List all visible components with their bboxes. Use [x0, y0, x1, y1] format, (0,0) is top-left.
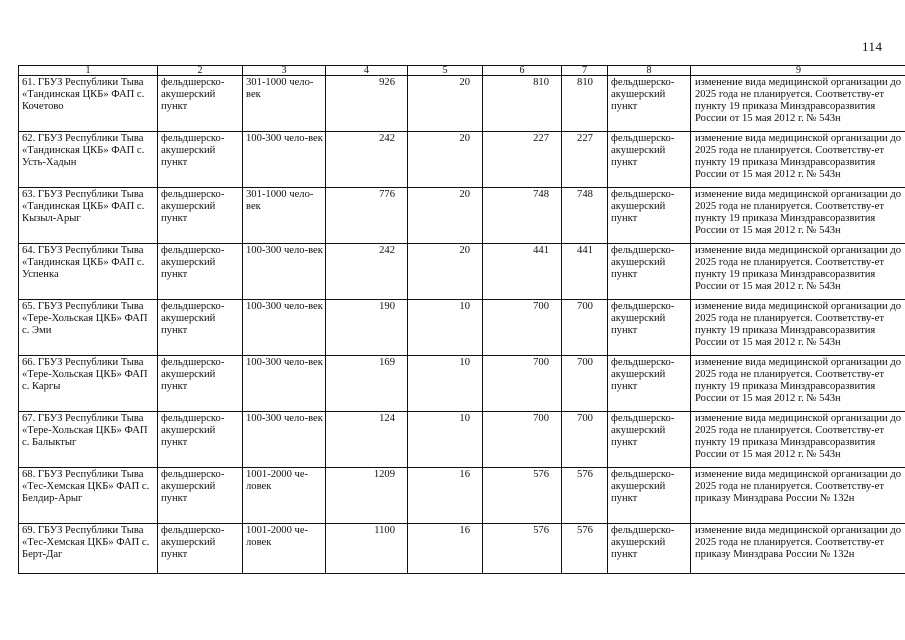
planned-type-cell: фельдшерско-акушерский пункт	[608, 412, 691, 468]
population-cell: 242	[326, 132, 408, 188]
col5-cell: 16	[408, 524, 483, 574]
facility-name-cell: 68. ГБУЗ Республики Тыва «Тес-Хемская ЦКБ» ФАП с. Белдир-Арыг	[19, 468, 158, 524]
column-number-row	[19, 66, 905, 76]
table-row	[19, 412, 905, 468]
col6-cell: 700	[483, 300, 562, 356]
col6-cell: 576	[483, 524, 562, 574]
population-range-cell: 100-300 чело-век	[243, 300, 326, 356]
column-header: 6	[483, 66, 562, 76]
comment-cell: изменение вида медицинской организации до 2025 года не планируется. Соответству-ет приказу Минздрава России № 132н	[691, 468, 905, 524]
col7-cell: 576	[562, 524, 608, 574]
facility-name-cell: 69. ГБУЗ Республики Тыва «Тес-Хемская ЦКБ» ФАП с. Берт-Даг	[19, 524, 158, 574]
facility-name-cell: 66. ГБУЗ Республики Тыва «Тере-Хольская ЦКБ» ФАП с. Каргы	[19, 356, 158, 412]
column-header: 3	[243, 66, 326, 76]
comment-cell: изменение вида медицинской организации до 2025 года не планируется. Соответству-ет пункту 19 приказа Минздравсоразвития России от 15 мая 2012 г. № 543н	[691, 244, 905, 300]
comment-cell: изменение вида медицинской организации до 2025 года не планируется. Соответству-ет приказу Минздрава России № 132н	[691, 524, 905, 574]
col6-cell: 441	[483, 244, 562, 300]
population-cell: 776	[326, 188, 408, 244]
column-header: 9	[691, 66, 905, 76]
col5-cell: 20	[408, 132, 483, 188]
facility-type-cell: фельдшерско-акушерский пункт	[158, 412, 243, 468]
col5-cell: 20	[408, 76, 483, 132]
col5-cell: 16	[408, 468, 483, 524]
population-cell: 1209	[326, 468, 408, 524]
facility-name-cell: 63. ГБУЗ Республики Тыва «Тандинская ЦКБ» ФАП с. Кызыл-Арыг	[19, 188, 158, 244]
population-cell: 169	[326, 356, 408, 412]
col7-cell: 227	[562, 132, 608, 188]
planned-type-cell: фельдшерско-акушерский пункт	[608, 300, 691, 356]
planned-type-cell: фельдшерско-акушерский пункт	[608, 356, 691, 412]
comment-cell: изменение вида медицинской организации до 2025 года не планируется. Соответству-ет пункту 19 приказа Минздравсоразвития России от 15 мая 2012 г. № 543н	[691, 132, 905, 188]
comment-cell: изменение вида медицинской организации до 2025 года не планируется. Соответству-ет пункту 19 приказа Минздравсоразвития России от 15 мая 2012 г. № 543н	[691, 356, 905, 412]
facility-name-cell: 64. ГБУЗ Республики Тыва «Тандинская ЦКБ» ФАП с. Успенка	[19, 244, 158, 300]
page-number: 114	[862, 39, 883, 54]
planned-type-cell: фельдшерско-акушерский пункт	[608, 468, 691, 524]
col5-cell: 20	[408, 244, 483, 300]
col5-cell: 10	[408, 300, 483, 356]
col7-cell: 700	[562, 412, 608, 468]
col5-cell: 20	[408, 188, 483, 244]
population-cell: 124	[326, 412, 408, 468]
col7-cell: 748	[562, 188, 608, 244]
facility-type-cell: фельдшерско-акушерский пункт	[158, 468, 243, 524]
col6-cell: 810	[483, 76, 562, 132]
facility-type-cell: фельдшерско-акушерский пункт	[158, 132, 243, 188]
col6-cell: 700	[483, 356, 562, 412]
col7-cell: 810	[562, 76, 608, 132]
col7-cell: 576	[562, 468, 608, 524]
facility-type-cell: фельдшерско-акушерский пункт	[158, 188, 243, 244]
col6-cell: 227	[483, 132, 562, 188]
population-range-cell: 100-300 чело-век	[243, 132, 326, 188]
comment-cell: изменение вида медицинской организации до 2025 года не планируется. Соответству-ет пункту 19 приказа Минздравсоразвития России от 15 мая 2012 г. № 543н	[691, 412, 905, 468]
population-range-cell: 1001-2000 че-ловек	[243, 524, 326, 574]
planned-type-cell: фельдшерско-акушерский пункт	[608, 132, 691, 188]
table-row	[19, 524, 905, 574]
planned-type-cell: фельдшерско-акушерский пункт	[608, 244, 691, 300]
facilities-table	[18, 65, 905, 574]
population-range-cell: 1001-2000 че-ловек	[243, 468, 326, 524]
col7-cell: 700	[562, 356, 608, 412]
col6-cell: 576	[483, 468, 562, 524]
facility-name-cell: 61. ГБУЗ Республики Тыва «Тандинская ЦКБ» ФАП с. Кочетово	[19, 76, 158, 132]
table-row	[19, 356, 905, 412]
col5-cell: 10	[408, 356, 483, 412]
facility-name-cell: 65. ГБУЗ Республики Тыва «Тере-Хольская ЦКБ» ФАП с. Эми	[19, 300, 158, 356]
comment-cell: изменение вида медицинской организации до 2025 года не планируется. Соответству-ет пункту 19 приказа Минздравсоразвития России от 15 мая 2012 г. № 543н	[691, 188, 905, 244]
column-header: 4	[326, 66, 408, 76]
column-header: 8	[608, 66, 691, 76]
column-header: 7	[562, 66, 608, 76]
table-row	[19, 468, 905, 524]
col5-cell: 10	[408, 412, 483, 468]
table-row	[19, 76, 905, 132]
table-row	[19, 188, 905, 244]
comment-cell: изменение вида медицинской организации до 2025 года не планируется. Соответству-ет пункту 19 приказа Минздравсоразвития России от 15 мая 2012 г. № 543н	[691, 76, 905, 132]
planned-type-cell: фельдшерско-акушерский пункт	[608, 524, 691, 574]
table-row	[19, 244, 905, 300]
population-range-cell: 100-300 чело-век	[243, 412, 326, 468]
col6-cell: 748	[483, 188, 562, 244]
facility-name-cell: 67. ГБУЗ Республики Тыва «Тере-Хольская ЦКБ» ФАП с. Балыктыг	[19, 412, 158, 468]
population-range-cell: 100-300 чело-век	[243, 244, 326, 300]
facility-type-cell: фельдшерско-акушерский пункт	[158, 524, 243, 574]
column-header: 2	[158, 66, 243, 76]
col6-cell: 700	[483, 412, 562, 468]
planned-type-cell: фельдшерско-акушерский пункт	[608, 188, 691, 244]
facility-type-cell: фельдшерско-акушерский пункт	[158, 356, 243, 412]
comment-cell: изменение вида медицинской организации до 2025 года не планируется. Соответству-ет пункту 19 приказа Минздравсоразвития России от 15 мая 2012 г. № 543н	[691, 300, 905, 356]
table-row	[19, 132, 905, 188]
facility-type-cell: фельдшерско-акушерский пункт	[158, 244, 243, 300]
planned-type-cell: фельдшерско-акушерский пункт	[608, 76, 691, 132]
population-range-cell: 301-1000 чело-век	[243, 188, 326, 244]
population-cell: 1100	[326, 524, 408, 574]
col7-cell: 700	[562, 300, 608, 356]
population-cell: 242	[326, 244, 408, 300]
population-range-cell: 100-300 чело-век	[243, 356, 326, 412]
facility-type-cell: фельдшерско-акушерский пункт	[158, 300, 243, 356]
column-header: 1	[19, 66, 158, 76]
col7-cell: 441	[562, 244, 608, 300]
population-range-cell: 301-1000 чело-век	[243, 76, 326, 132]
column-header: 5	[408, 66, 483, 76]
facility-type-cell: фельдшерско-акушерский пункт	[158, 76, 243, 132]
population-cell: 926	[326, 76, 408, 132]
population-cell: 190	[326, 300, 408, 356]
table-row	[19, 300, 905, 356]
facility-name-cell: 62. ГБУЗ Республики Тыва «Тандинская ЦКБ» ФАП с. Усть-Хадын	[19, 132, 158, 188]
